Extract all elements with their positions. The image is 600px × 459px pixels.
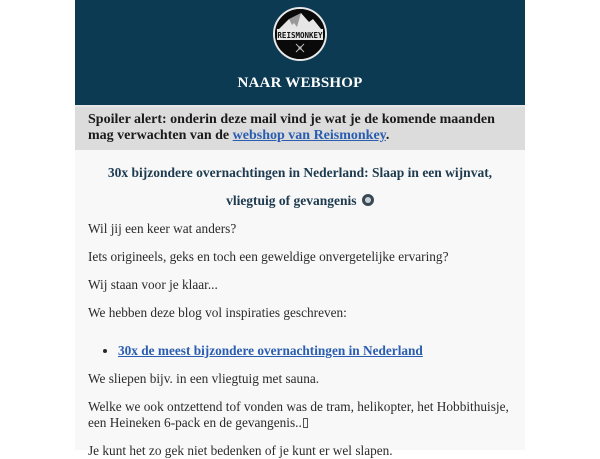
- mountain-logo-icon: [275, 9, 325, 59]
- paragraph: Wil jij een keer wat anders?: [88, 221, 237, 236]
- email-body: [75, 0, 525, 458]
- paragraph: We hebben deze blog vol inspiraties geschreven:: [88, 305, 347, 320]
- article-headline: 30x bijzondere overnachtingen in Nederland: Slaap in een wijnvat, vliegtuig of gevangenis: [107, 165, 493, 208]
- webshop-link[interactable]: NAAR WEBSHOP: [237, 75, 363, 91]
- paragraph: Wij staan voor je klaar...: [88, 277, 218, 292]
- link-list: [88, 343, 512, 359]
- paragraph: We sliepen bijv. in een vliegtuig met sauna.: [88, 371, 320, 386]
- email-header: [75, 0, 525, 105]
- police-officer-icon: [362, 194, 374, 206]
- svg-text:REISMONKEY: REISMONKEY: [277, 31, 323, 40]
- banner-text: Spoiler alert: onderin deze mail vind je wat je de komende maanden mag verwachten van de: [88, 112, 495, 143]
- webshop-reismonkey-link[interactable]: webshop van Reismonkey: [232, 128, 386, 143]
- paragraph: Iets origineels, geks en toch een geweldige onvergetelijke ervaring?: [88, 249, 449, 264]
- reismonkey-logo[interactable]: [273, 7, 327, 61]
- article-content: [75, 159, 525, 459]
- blog-link[interactable]: 30x de meest bijzondere overnachtingen in Nederland: [118, 343, 423, 358]
- paragraph: Je kunt het zo gek niet bedenken of je kunt er wel slapen.: [88, 443, 393, 458]
- list-item: [118, 343, 512, 359]
- spoiler-banner: Spoiler alert: onderin deze mail vind je wat je de komende maanden mag verwachten van de webshop van Reismonkey.: [75, 105, 525, 150]
- missing-glyph-icon: [303, 418, 308, 428]
- paragraph: Welke we ook ontzettend tof vonden was de tram, helikopter, het Hobbithuisje, een Heineken 6-pack en de gevangenis..: [88, 399, 509, 430]
